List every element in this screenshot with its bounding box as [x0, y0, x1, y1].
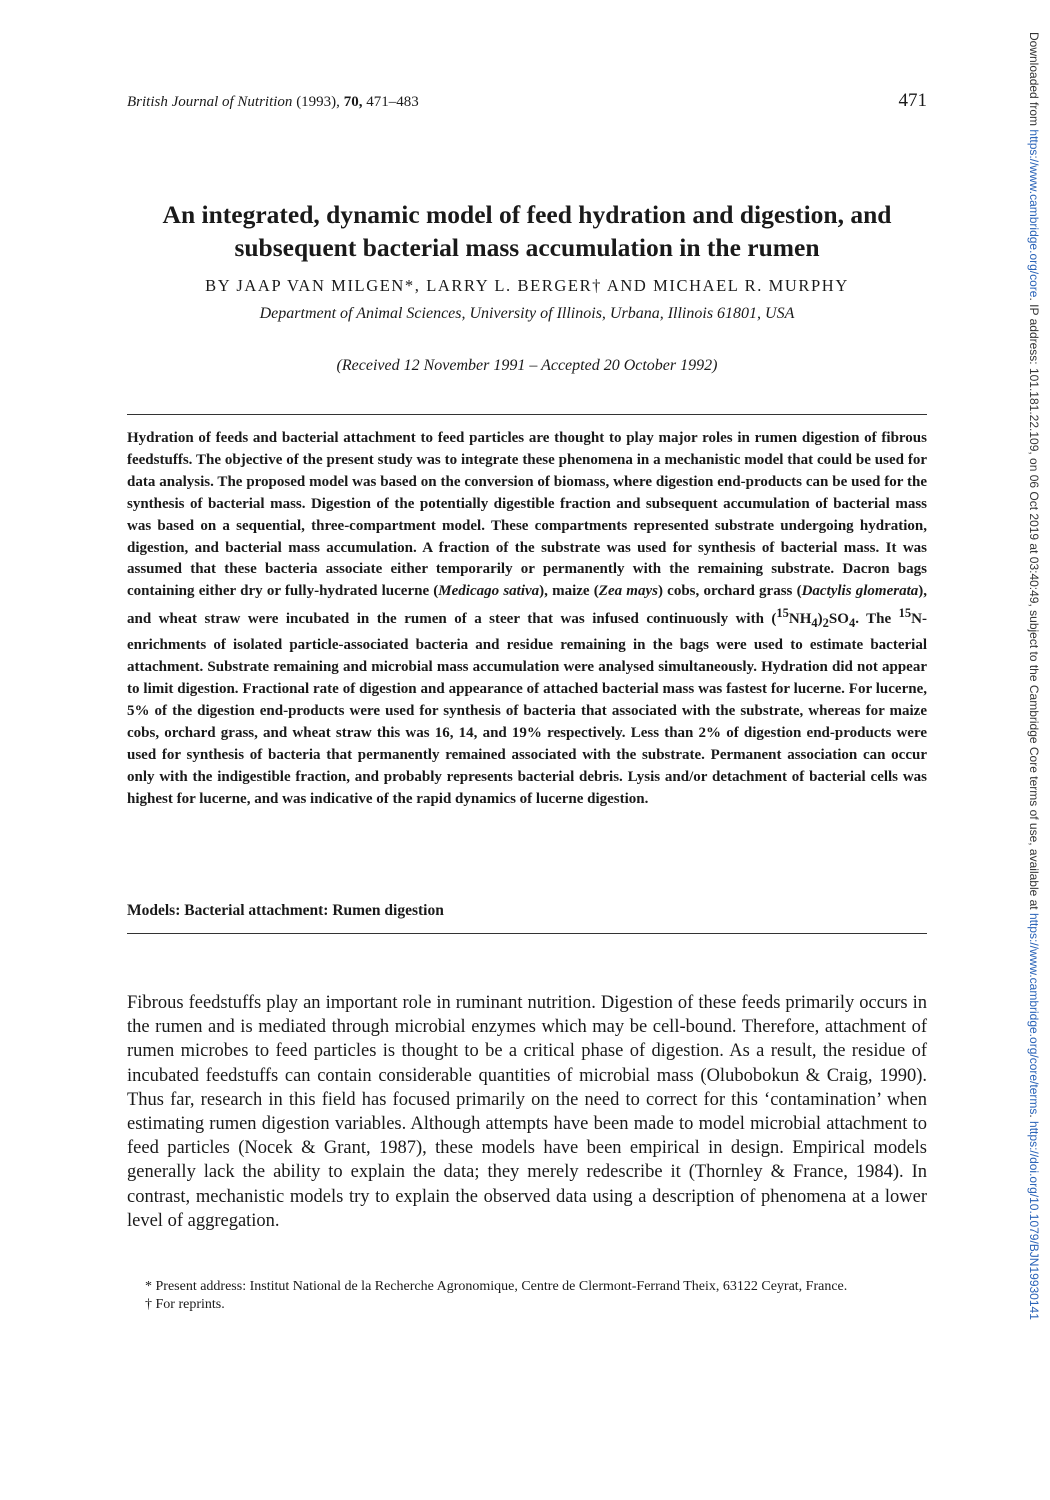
formula-nh: NH [788, 611, 812, 628]
formula-close: ) [817, 611, 823, 628]
formula-so: SO [828, 611, 849, 628]
abstract-text-3: ) cobs, orchard grass ( [657, 583, 802, 600]
affiliation: Department of Animal Sciences, University of Illinois, Urbana, Illinois 61801, USA [259, 305, 795, 322]
authors: BY JAAP VAN MILGEN*, LARRY L. BERGER† AND MICHAEL R. MURPHY [205, 276, 849, 295]
footnotes [127, 1278, 927, 1314]
abstract-text-2: ), maize ( [539, 583, 599, 600]
species-dactylis: Dactylis glomerata [801, 583, 919, 600]
terms-link[interactable]: https://www.cambridge.org/core/terms [1027, 912, 1041, 1115]
species-medicago: Medicago sativa [438, 583, 540, 600]
abstract-text-1: Hydration of feeds and bacterial attachment to feed particles are thought to play major roles in rumen digestion of fibrous feedstuffs. The objective of the present study was to integrate these phenomena in a mechanistic model that could be used for data analysis. The proposed model was based on the conversion of biomass, where digestion end-products can be used for the synthesis of bacterial mass. Digestion of the potentially digestible fraction and subsequent accumulation of bacterial mass was based on a sequential, three-compartment model. These compartments represented substrate undergoing hydration, digestion, and bacterial mass accumulation. A fraction of the substrate was used for synthesis of bacterial mass. It was assumed that these bacteria associate either temporarily or permanently with the remaining substrate. Dacron bags containing either dry or fully-hydrated lucerne ( [127, 430, 927, 600]
footnote-reprints: † For reprints. [145, 1297, 225, 1312]
download-prefix: Downloaded from [1027, 32, 1041, 130]
formula-sub-4: 4 [811, 616, 818, 631]
download-ip-notice: . IP address: 101.181.22.109, on 06 Oct 2019 at 03:40:49, subject to the Cambridge Core terms of use, available at [1027, 297, 1041, 913]
body-paragraph: Fibrous feedstuffs play an important role in ruminant nutrition. Digestion of these feeds primarily occurs in the rumen and is mediated through microbial enzymes which may be cell-bound. Therefore, attachment of rumen microbes to feed particles is thought to be a critical phase of digestion. As a result, the residue of incubated feedstuffs can contain considerable quantities of microbial mass (Olubobokun & Craig, 1990). Thus far, research in this field has focused primarily on the need to correct for this ‘contamination’ when estimating rumen digestion variables. Although attempts have been made to model microbial attachment to feed particles (Nocek & Grant, 1987), these models have been empirical in design. Empirical models generally lack the ability to explain the data; they merely redescribe it (Thornley & France, 1984). In contrast, mechanistic models try to explain the observed data using a description of phenomena at a lower level of aggregation. [127, 993, 927, 1231]
received-dates: (Received 12 November 1991 – Accepted 20 October 1992) [336, 357, 718, 374]
link-separator: . [1027, 1114, 1041, 1122]
formula-sub-2: 2 [822, 616, 829, 631]
journal-year: (1993), [296, 94, 340, 110]
abstract-bottom-rule [127, 933, 927, 934]
abstract [127, 428, 927, 810]
abstract-text-5: . The [855, 611, 899, 628]
journal-volume: 70, [343, 94, 363, 110]
formula-sub-4b: 4 [848, 616, 856, 631]
article-title: An integrated, dynamic model of feed hydration and digestion, and subsequent bacterial mass accumulation in the rumen [162, 200, 892, 262]
running-header [127, 90, 927, 118]
abstract-top-rule [127, 414, 927, 415]
journal-pages: 471–483 [366, 94, 419, 110]
journal-name: British Journal of Nutrition [127, 94, 293, 110]
footnote-present-address: * Present address: Institut National de la Recherche Agronomique, Centre de Clermont-Ferrand Theix, 63122 Ceyrat, France. [145, 1279, 848, 1294]
doi-link[interactable]: https://doi.org/10.1079/BJN19930141 [1027, 1121, 1041, 1320]
species-zea: Zea mays [598, 583, 658, 600]
download-notice [1027, 32, 1041, 1320]
cambridge-core-link[interactable]: https://www.cambridge.org/core [1027, 129, 1041, 298]
isotope-superscript: 15 [776, 606, 789, 621]
isotope-superscript-2: 15 [898, 606, 912, 621]
keywords: Models: Bacterial attachment: Rumen digestion [127, 902, 444, 919]
download-sidebar [1029, 32, 1041, 1392]
abstract-text-6: N-enrichments of isolated particle-associated bacteria and residue remaining in the bags were used to estimate bacterial attachment. Substrate remaining and microbial mass accumulation were analysed simultaneously. Hydration did not appear to limit digestion. Fractional rate of digestion and appearance of attached bacterial mass was fastest for lucerne. For lucerne, 5% of the digestion end-products were used for synthesis of bacteria that associated with the substrate, whereas for maize cobs, orchard grass, and wheat straw this was 16, 14, and 19% respectively. Less than 2% of digestion end-products were used for synthesis of bacteria that permanently remained associated with the substrate. Permanent association can occur only with the indigestible fraction, and probably represents bacterial debris. Lysis and/or detachment of bacterial cells was highest for lucerne, and was indicative of the rapid dynamics of lucerne digestion. [127, 611, 927, 807]
abstract-text-4: ), and wheat straw were incubated in the rumen of a steer that was infused continuously with ( [127, 583, 928, 628]
page-number: 471 [898, 90, 927, 111]
journal-citation [127, 94, 419, 111]
